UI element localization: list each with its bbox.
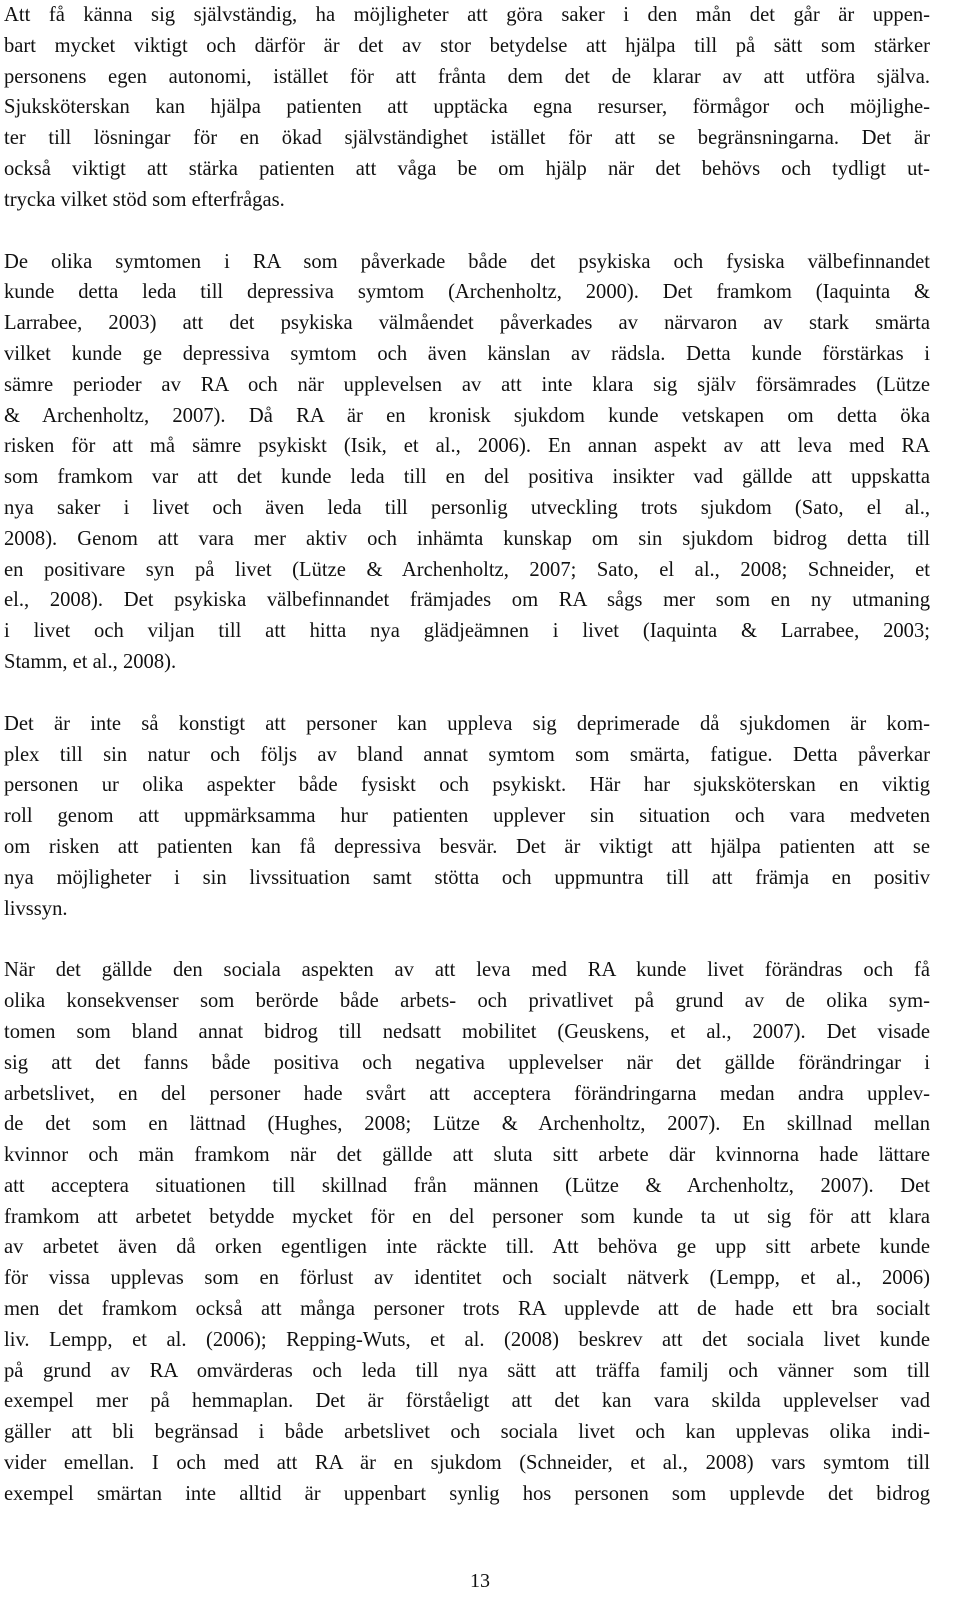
body-text — [4, 0, 930, 1510]
text-line: men det framkom också att många personer trots RA upplevde att de hade ett bra socialt — [4, 1298, 930, 1321]
text-line: vilket kunde ge depressiva symtom och även känslan av rädsla. Detta kunde förstärkas i — [4, 342, 930, 365]
text-line: sig att det fanns både positiva och negativa upplevelser när det gällde förändringar i — [4, 1051, 930, 1074]
text-line: gäller att bli begränsad i både arbetslivet och sociala livet och kan upplevas olika indi- — [4, 1421, 930, 1444]
text-line: exempel smärtan inte alltid är uppenbart synlig hos personen som upplevde det bidrog — [4, 1482, 930, 1505]
text-line: De olika symtomen i RA som påverkade både det psykiska och fysiska välbefinnandet — [4, 250, 930, 273]
text-line: & Archenholtz, 2007). Då RA är en kronisk sjukdom kunde vetskapen om detta öka — [4, 404, 930, 427]
text-line: av arbetet även då orken egentligen inte räckte till. Att behöva ge upp sitt arbete kunde — [4, 1236, 930, 1259]
text-line: på grund av RA omvärderas och leda till nya sätt att träffa familj och vänner som till — [4, 1359, 930, 1382]
text-line: personens egen autonomi, istället för att frånta dem det de klarar av att utföra själva. — [4, 65, 930, 88]
text-line: som framkom var att det kunde leda till en del positiva insikter vad gällde att uppskatta — [4, 466, 930, 489]
text-line: nya möjligheter i sin livssituation samt stötta och uppmuntra till att främja en positiv — [4, 866, 930, 889]
text-line: Att få känna sig självständig, ha möjligheter att göra saker i den mån det går är uppen- — [4, 4, 930, 26]
text-line: framkom att arbetet betydde mycket för en del personer som kunde ta ut sig för att klara — [4, 1205, 930, 1228]
text-line: När det gällde den sociala aspekten av att leva med RA kunde livet förändras och få — [4, 959, 930, 982]
paragraph-spacer — [4, 678, 930, 709]
text-line: Larrabee, 2003) att det psykiska välmåendet påverkades av närvaron av stark smärta — [4, 312, 930, 335]
text-line: roll genom att uppmärksamma hur patienten upplever sin situation och vara medveten — [4, 805, 930, 828]
text-line: bart mycket viktigt och därför är det av stor betydelse att hjälpa till på sätt som stärker — [4, 34, 930, 57]
text-line: ter till lösningar för en ökad självständighet istället för att se begränsningarna. Det är — [4, 127, 930, 150]
text-line: sämre perioder av RA och när upplevelsen av att inte klara sig själv försämrades (Lütze — [4, 373, 930, 396]
text-line: exempel mer på hemmaplan. Det är förståeligt att det kan vara skilda upplevelser vad — [4, 1390, 930, 1413]
paragraph-psychological — [4, 247, 930, 678]
text-line: Stamm, et al., 2008). — [4, 650, 177, 673]
text-line: Det är inte så konstigt att personer kan uppleva sig deprimerade då sjukdomen är kom- — [4, 712, 930, 735]
paragraph-spacer — [4, 924, 930, 955]
text-line: risken för att må sämre psykiskt (Isik, et al., 2006). En annan aspekt av att leva med RA — [4, 435, 930, 458]
text-line: arbetslivet, en del personer hade svårt att acceptera förändringarna medan andra upplev- — [4, 1082, 930, 1105]
paragraph-autonomy — [4, 0, 930, 216]
text-line: en positivare syn på livet (Lütze & Archenholtz, 2007; Sato, el al., 2008; Schneider, et — [4, 558, 930, 581]
text-line: om risken att patienten kan få depressiva besvär. Det är viktigt att hjälpa patienten att se — [4, 835, 930, 858]
text-line: livssyn. — [4, 897, 68, 920]
paragraph-depression — [4, 709, 930, 925]
text-line: för vissa upplevas som en förlust av identitet och socialt nätverk (Lempp, et al., 2006) — [4, 1267, 930, 1290]
paragraph-spacer — [4, 216, 930, 247]
text-line: liv. Lempp, et al. (2006); Repping-Wuts, et al. (2008) beskrev att det sociala livet kunde — [4, 1328, 930, 1351]
text-line: 2008). Genom att vara mer aktiv och inhämta kunskap om sin sjukdom bidrog detta till — [4, 527, 930, 550]
text-line: de det som en lättnad (Hughes, 2008; Lütze & Archenholtz, 2007). En skillnad mellan — [4, 1113, 930, 1136]
text-line: el., 2008). Det psykiska välbefinnandet främjades om RA sågs mer som en ny utmaning — [4, 589, 930, 612]
text-line: nya saker i livet och även leda till personlig utveckling trots sjukdom (Sato, el al., — [4, 496, 930, 519]
text-line: personen ur olika aspekter både fysiskt och psykiskt. Här har sjuksköterskan en viktig — [4, 774, 930, 797]
text-line: att acceptera situationen till skillnad från männen (Lütze & Archenholtz, 2007). Det — [4, 1174, 930, 1197]
text-line: trycka vilket stöd som efterfrågas. — [4, 188, 285, 211]
text-line: i livet och viljan till att hitta nya glädjeämnen i livet (Iaquinta & Larrabee, 2003; — [4, 620, 930, 643]
text-line: plex till sin natur och följs av bland annat symtom som smärta, fatigue. Detta påverkar — [4, 743, 930, 766]
text-line: också viktigt att stärka patienten att våga be om hjälp när det behövs och tydligt ut- — [4, 157, 930, 180]
paragraph-social — [4, 955, 930, 1509]
text-line: Sjuksköterskan kan hjälpa patienten att upptäcka egna resurser, förmågor och möjlighe- — [4, 96, 930, 119]
text-line: kunde detta leda till depressiva symtom (Archenholtz, 2000). Det framkom (Iaquinta & — [4, 281, 930, 304]
text-line: vider emellan. I och med att RA är en sjukdom (Schneider, et al., 2008) vars symtom till — [4, 1452, 930, 1475]
text-line: olika konsekvenser som berörde både arbets- och privatlivet på grund av de olika sym- — [4, 990, 930, 1013]
text-line: kvinnor och män framkom när det gällde att sluta sitt arbete där kvinnorna hade lättare — [4, 1144, 930, 1167]
page-number: 13 — [470, 1570, 490, 1592]
text-line: tomen som bland annat bidrog till nedsatt mobilitet (Geuskens, et al., 2007). Det visade — [4, 1020, 930, 1043]
